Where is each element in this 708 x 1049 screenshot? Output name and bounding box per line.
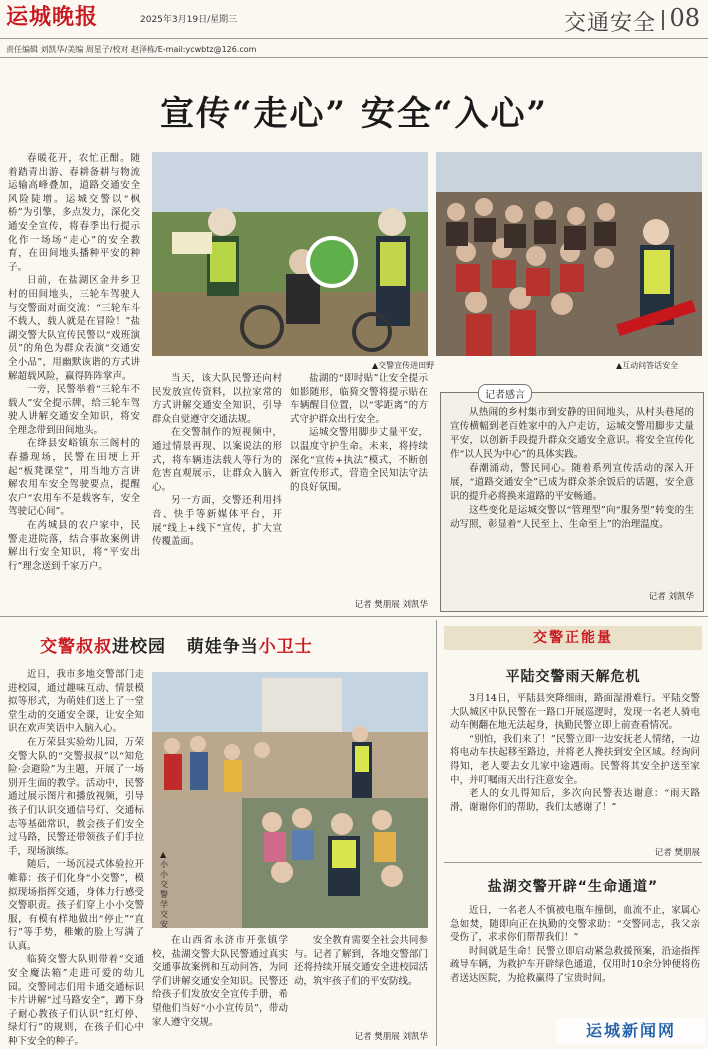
article1-column1 [8,152,140,610]
photo-field-illustration [152,152,428,356]
paragraph: 从热闹的乡村集市到安静的田间地头，从村头巷尾的宣传横幅到老百姓家中的入户走访，运城交警用脚步丈量平安，以创新手段提升群众交通安全意识。将安全宣传化作“以人民为中心”的具体实践。 [450,407,694,460]
paragraph: 在万荣县实验幼儿园，万荣交警大队的“交警叔叔”以“知危险·会避险”为主题，开展了一场别开生面的教学。活动中，民警通过展示图片和播放视频，引导孩子们认识交通信号灯、交通标志等基础常识，教会孩子们安全过马路，民警还带领孩子们手拉手，现场演练。 [8,736,144,857]
headline-part: 小卫士 [258,637,313,657]
article2-column3 [294,934,428,1026]
paragraph: 春暖花开，农忙正酣。随着踏青出游、春耕备耕与物流运输高峰叠加，道路交通安全风险陡增。运城交警以“枫桥”为引擎，多点发力，深化交通安全宣传，将春季出行提示化作一场场“走心”的安全教育，在田间地头播种平安的种子。 [8,153,140,273]
editor-credits: 责任编辑 刘凯华/美编 周星子/校对 赵泽栋/E-mail:ycwbtz@126.com [6,45,257,54]
photo-kids-traffic [152,672,428,928]
sidebar-banner: 交警正能量 [444,626,702,650]
paragraph: 随后，一场沉浸式体验拉开帷幕：孩子们化身“小交警”，模拟现场指挥交通，身体力行感受交警职责。孩子们穿上小小交警服，有模有样地做出“停止”“直行”等手势，稚嫩的脸上写满了认真。 [8,859,144,952]
commentary-body [450,406,694,584]
paragraph: 临猗交警大队则带着“交通安全魔法箱”走进可爱的幼儿园。交警同志们用卡通交通标识卡片讲解“过马路安全”，蹲下身子耐心教孩子们认识“红灯停、绿灯行”的规则，在孩子们心中种下安全的种子。 [8,954,144,1048]
section-title: 交通安全 [563,11,656,36]
paragraph: 近日，一名老人不慎被电瓶车撞倒，血流不止，家属心急如焚，随即向正在执勤的交警求助：“交警同志，我父亲受伤了，求求你们帮帮我们！” [450,905,700,944]
photo-kids-illustration [152,672,428,928]
sidebar-story-rule [444,862,702,863]
paragraph: 一旁，民警举着“三轮车不载人”安全提示牌，给三轮车驾驶人讲解交通安全知识，将安全理念带到田间地头。 [8,384,140,436]
paragraph: 盐湖的“即时贴”让安全提示如影随形，临猗交警将提示贴在车辆醒目位置，以“零距离”的方式守护群众出行安全。 [290,373,428,425]
sidebar-divider [436,620,437,1046]
article1-byline: 记者 樊朋展 刘凯华 [354,600,428,610]
headline-part: 萌娃争当 [186,637,259,657]
watermark-logo: 运城新闻网 [556,1018,706,1044]
article1-column3 [290,372,428,594]
credits-rule [0,57,708,58]
paragraph: 时间就是生命！民警立即启动紧急救援预案，沿途指挥疏导车辆，为救护车开辟绿色通道，仅用时10余分钟便将伤者送达医院，为抢救赢得了宝贵时间。 [450,945,700,984]
paragraph: 另一方面，交警还利用抖音、快手等新媒体平台，开展“线上+线下”宣传，扩大宣传覆盖面。 [152,495,282,548]
paragraph: 在山西省永济市开张镇学校，盐湖交警大队民警通过真实交通事故案例和互动问答，为同学们讲解交通安全知识。民警还给孩子们发放安全宣传手册，希望他们当好“小小宣传员”，带动家人遵守交规。 [152,935,288,1028]
paragraph: 在绛县安峪镇东三阁村的春播现场，民警在田埂上开起“板凳课堂”，用当地方言讲解农用车安全驾驶要点，提醒农户“农用车不是载客车，安全驾驶记心间”。 [8,438,140,518]
paragraph: 近日，我市多地交警部门走进校园，通过趣味互动、情景模拟等形式，为萌娃们送上了一堂堂生动的交通安全课，让安全知识在欢声笑语中入脑入心。 [8,669,144,735]
paragraph: 在芮城县的农户家中，民警走进院落，结合事故案例讲解出行安全知识，将“平安出行”理念送到千家万户。 [8,520,140,572]
photo-qa-interaction [436,152,702,356]
paragraph: 日前，在盐湖区金井乡卫村的田间地头，三轮车驾驶人与交警面对面交流：“三轮车斗不载人，载人就是在冒险！”盐湖交警大队宣传民警以“戏班演员”的角色为群众表演“交通安全小品”，用幽默诙谐的方式讲解超载风险，赢得阵阵掌声。 [8,275,140,382]
top-rule [0,38,708,39]
page-number: 08 [669,4,700,32]
commentary-byline: 记者 刘凯华 [648,592,694,602]
sidebar-story2-title: 盐湖交警开辟“生命通道” [487,879,659,895]
paragraph: 在交警制作的短视频中，通过情景再现、以案说法的形式，将车辆违法载人等行为的危害直观展示，让群众入脑入心。 [152,427,282,493]
headline-part: 交警 [40,637,76,657]
photo-field-promotion [152,152,428,356]
section-divider [662,10,664,30]
paragraph: 春潮涌动，警民同心。随着系列宣传活动的深入开展，“道路交通安全”已成为群众茶余饭后的话题，安全意识的提升必将换来道路的平安畅通。 [450,463,694,502]
paragraph: 运城交警用脚步丈量平安，以温度守护生命。未来，将持续深化“宣传+执法”模式，不断创新宣传形式，营造全民知法守法的良好氛围。 [290,427,428,493]
photo-crowd-illustration [436,152,702,356]
sidebar-story1-body [450,692,700,842]
photo1-caption: ▲交警宣传进田野 [372,361,435,370]
paragraph: “别怕，我们来了！”民警立即一边安抚老人情绪，一边将电动车扶起移至路边，并将老人搀扶到安全区域。经询问得知，老人要去女儿家中途遇雨。民警将其安全护送至家中，并叮嘱雨天出行注意安全。 [450,733,700,786]
article2-byline: 记者 樊朋展 刘凯华 [354,1032,428,1042]
sidebar-story1-title: 平陆交警雨天解危机 [505,669,641,685]
headline-part: 叔叔 [76,637,112,657]
masthead-logo: 运城晚报 [6,4,99,30]
article1-column2 [152,372,282,594]
main-headline: 宣传“走心” 安全“入心” [159,94,549,134]
mid-rule [0,616,708,617]
headline-part: 进校园 [112,637,166,657]
article2-column2 [152,934,288,1038]
issue-date: 2025年3月19日/星期三 [140,15,238,25]
article2-headline [40,632,313,657]
paragraph: 老人的女儿得知后，多次向民警表达谢意：“雨天路滑，谢谢你们的帮助，我们太感谢了！” [450,788,700,813]
commentary-title: 记者感言 [478,384,532,403]
paragraph: 安全教育需要全社会共同参与。记者了解到，各地交警部门还将持续开展交通安全进校园活动，筑牢孩子们的平安防线。 [294,935,428,987]
paragraph: 当天，该大队民警还向村民发放宣传资料，以拉家常的方式讲解交通安全知识，引导群众自觉遵守交通法规。 [152,373,282,425]
article2-column1 [8,668,144,1048]
photo3-caption: ▲小小交警学交安 [160,850,168,929]
paragraph: 这些变化是运城交警以“管理型”向“服务型”转变的生动写照，彰显着“人民至上、生命至上”的治理温度。 [450,505,694,530]
photo2-caption: ▲互动问答话安全 [616,361,679,370]
sidebar-story1-byline: 记者 樊朋展 [654,848,700,858]
paragraph: 3月14日，平陆县突降细雨，路面湿滑难行。平陆交警大队城区中队民警在一路口开展巡逻时，发现一名老人骑电动车侧翻在地无法起身，执勤民警立即上前查看情况。 [450,693,700,732]
